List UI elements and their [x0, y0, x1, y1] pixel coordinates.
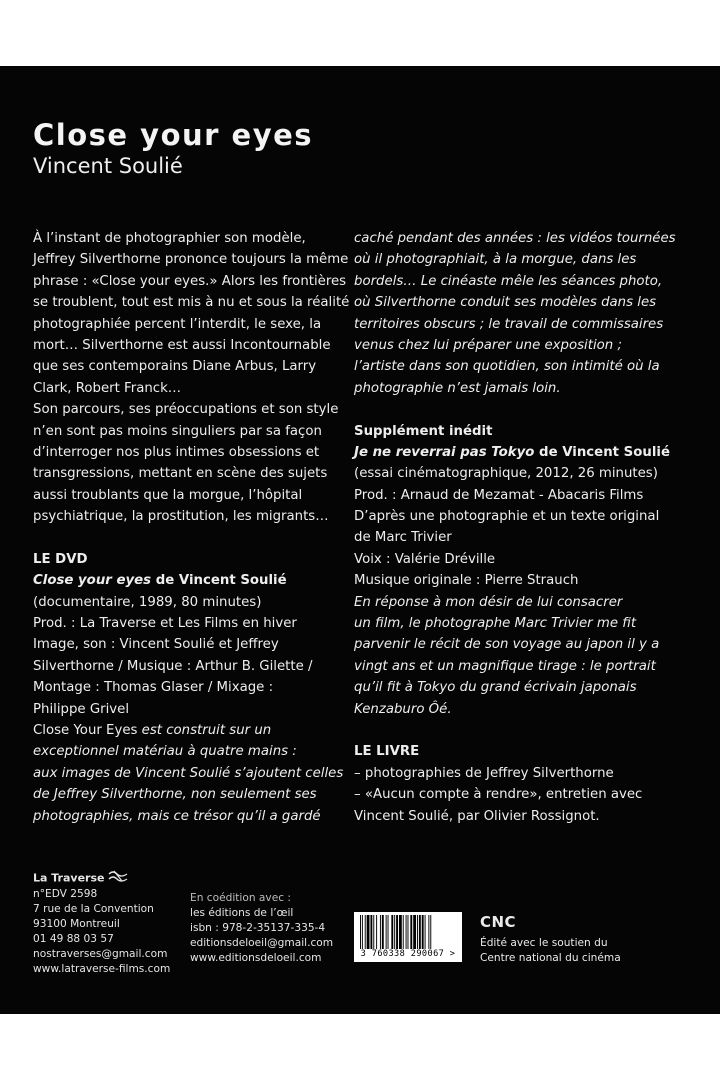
supplement-quote-line: qu’il fit à Tokyo du grand écrivain japonais	[354, 680, 637, 696]
coedition-info	[190, 891, 350, 966]
synopsis-line: mort… Silverthorne est aussi Incontournable	[33, 337, 331, 353]
synopsis-line: se troublent, tout est mis à nu et sous la réalité	[33, 295, 350, 311]
synopsis-line: phrase : «Close your eyes.» Alors les frontières	[33, 273, 347, 289]
coedition-line: les éditions de l’œil	[190, 907, 294, 919]
publisher-line: 93100 Montreuil	[33, 918, 120, 930]
barcode-bar	[406, 915, 407, 949]
supplement-credit-line: de Marc Trivier	[354, 530, 452, 546]
barcode-bar	[430, 915, 431, 949]
supplement-credit-line: Prod. : Arnaud de Mezamat - Abacaris Films	[354, 487, 644, 503]
barcode-bar	[382, 915, 384, 949]
supplement-quote-line: vingt ans et un magnifique tirage : le portrait	[354, 658, 656, 674]
dvd-heading: LE DVD	[33, 551, 88, 567]
barcode-bar	[365, 915, 366, 949]
synopsis-line: Clark, Robert Franck…	[33, 380, 182, 396]
description-line: aux images de Vincent Soulié s’ajoutent celles	[33, 765, 344, 781]
book-line: Vincent Soulié, par Olivier Rossignot.	[354, 808, 600, 824]
supplement-credit-line: Musique originale : Pierre Strauch	[354, 573, 579, 589]
publisher-name: La Traverse	[33, 871, 105, 885]
page-title: Close your eyes	[33, 118, 314, 152]
cnc-logo: CNC	[480, 913, 517, 931]
barcode-bar	[360, 915, 361, 949]
barcode-number: 3 760338 290067 >	[360, 949, 456, 959]
cnc-block	[480, 912, 680, 966]
synopsis-line: Son parcours, ses préoccupations et son style	[33, 402, 339, 418]
synopsis-line: À l’instant de photographier son modèle,	[33, 231, 306, 246]
synopsis-line: n’en sont pas moins singuliers par sa façon	[33, 423, 322, 439]
publisher-line: n°EDV 2598	[33, 888, 98, 900]
barcode-bar	[419, 915, 421, 949]
description-line: où Silverthorne conduit ses modèles dans les	[354, 295, 657, 311]
description-line: photographies, mais ce trésor qu’il a gardé	[33, 808, 321, 824]
author-name: Vincent Soulié	[33, 154, 183, 178]
barcode-bar	[370, 915, 372, 949]
description-line: de Jeffrey Silverthorne, non seulement ses	[33, 787, 317, 803]
synopsis-line: aussi troublants que la morgue, l’hôpital	[33, 487, 303, 503]
barcode-bar	[399, 915, 402, 949]
barcode-bar	[380, 915, 381, 949]
supplement-quote-line: Kenzaburo Ôé.	[354, 701, 452, 717]
synopsis-line: photographiée percent l’interdit, le sexe, la	[33, 316, 322, 332]
publisher-email[interactable]: nostraverses@gmail.com	[33, 948, 168, 960]
coedition-email[interactable]: editionsdeloeil@gmail.com	[190, 937, 334, 949]
supplement-director: de Vincent Soulié	[534, 444, 670, 460]
description-line: venus chez lui préparer une exposition ;	[354, 337, 622, 353]
supplement-credit-line: (essai cinématographique, 2012, 26 minutes)	[354, 466, 658, 482]
description-line: où il photographiait, à la morgue, dans les	[354, 252, 637, 268]
dvd-credit-line: Montage : Thomas Glaser / Mixage :	[33, 680, 274, 696]
barcode-bar	[428, 915, 429, 949]
dvd-credit-line: Philippe Grivel	[33, 701, 130, 717]
description-line: photographie n’est jamais loin.	[354, 380, 561, 396]
synopsis-line: d’interroger nos plus intimes obsessions et	[33, 444, 320, 460]
description-line: l’artiste dans son quotidien, son intimité où la	[354, 359, 660, 375]
description-line: territoires obscurs ; le travail de commissaires	[354, 316, 664, 332]
book-heading: LE LIVRE	[354, 744, 420, 760]
supplement-quote-line: parvenir le récit de son voyage au japon il y a	[354, 637, 660, 653]
dvd-director: de Vincent Soulié	[151, 573, 287, 589]
coedition-line: En coédition avec :	[190, 892, 291, 904]
dvd-credit-line: Prod. : La Traverse et Les Films en hiver	[33, 616, 297, 632]
synopsis-line: que ses contemporains Diane Arbus, Larry	[33, 359, 317, 375]
supplement-quote-line: un film, le photographe Marc Trivier me fit	[354, 616, 637, 632]
barcode-bar	[396, 915, 398, 949]
publisher-name-line	[33, 870, 183, 887]
barcode-bar	[376, 915, 377, 949]
dvd-credit-line: (documentaire, 1989, 80 minutes)	[33, 594, 262, 610]
barcode-bar	[413, 915, 416, 949]
barcode-bar	[410, 915, 412, 949]
dvd-title: Close your eyes	[33, 573, 152, 589]
description-line: exceptionnel matériau à quatre mains :	[33, 744, 297, 760]
left-column	[33, 228, 350, 827]
dvd-title-line	[33, 570, 345, 591]
description-line	[33, 720, 345, 741]
barcode-bar	[403, 915, 404, 949]
book-line: – photographies de Jeffrey Silverthorne	[354, 765, 614, 781]
supplement-credit-line: Voix : Valérie Dréville	[354, 551, 496, 567]
book-line: – «Aucun compte à rendre», entretien avec	[354, 787, 643, 803]
publisher-logo-icon	[108, 870, 128, 887]
barcode-bar	[417, 915, 418, 949]
barcode-bar	[367, 915, 370, 949]
description-line: caché pendant des années : les vidéos tournées	[354, 231, 676, 246]
description-text: est construit sur un	[137, 722, 272, 738]
coedition-line: isbn : 978-2-35137-335-4	[190, 922, 326, 934]
barcode-bar	[362, 915, 363, 949]
publisher-line: 7 rue de la Convention	[33, 903, 154, 915]
dvd-credit-line: Image, son : Vincent Soulié et Jeffrey	[33, 637, 279, 653]
barcode-bar	[373, 915, 374, 949]
barcode-bars	[360, 915, 456, 949]
synopsis-line: psychiatrique, la prostitution, les migrants…	[33, 509, 329, 525]
dvd-credit-line: Silverthorne / Musique : Arthur B. Gilette /	[33, 658, 313, 674]
synopsis-line: Jeffrey Silverthorne prononce toujours la même	[33, 252, 349, 268]
barcode-bar	[391, 915, 393, 949]
description-line: bordels… Le cinéaste mêle les séances photo,	[354, 273, 663, 289]
publisher-website[interactable]: www.latraverse-films.com	[33, 963, 171, 975]
coedition-website[interactable]: www.editionsdeloeil.com	[190, 952, 322, 964]
barcode-bar	[425, 915, 426, 949]
film-name: Close Your Eyes	[33, 722, 138, 738]
publisher-info	[33, 870, 183, 977]
right-column	[354, 228, 676, 827]
barcode	[354, 912, 462, 962]
supplement-heading: Supplément inédit	[354, 423, 493, 439]
cnc-line: Édité avec le soutien du	[480, 937, 608, 949]
supplement-quote-line: En réponse à mon désir de lui consacrer	[354, 594, 623, 610]
barcode-bar	[388, 915, 389, 949]
supplement-title: Je ne reverrai pas Tokyo	[354, 444, 535, 460]
barcode-bar	[394, 915, 395, 949]
back-cover	[0, 66, 720, 1014]
synopsis-line: transgressions, mettant en scène des sujets	[33, 466, 328, 482]
publisher-line: 01 49 88 03 57	[33, 933, 114, 945]
barcode-bar	[386, 915, 387, 949]
supplement-title-line	[354, 442, 676, 463]
cnc-text	[480, 936, 680, 966]
barcode-bar	[408, 915, 409, 949]
barcode-bar	[422, 915, 424, 949]
supplement-credit-line: D’après une photographie et un texte original	[354, 509, 660, 525]
cnc-line: Centre national du cinéma	[480, 952, 621, 964]
